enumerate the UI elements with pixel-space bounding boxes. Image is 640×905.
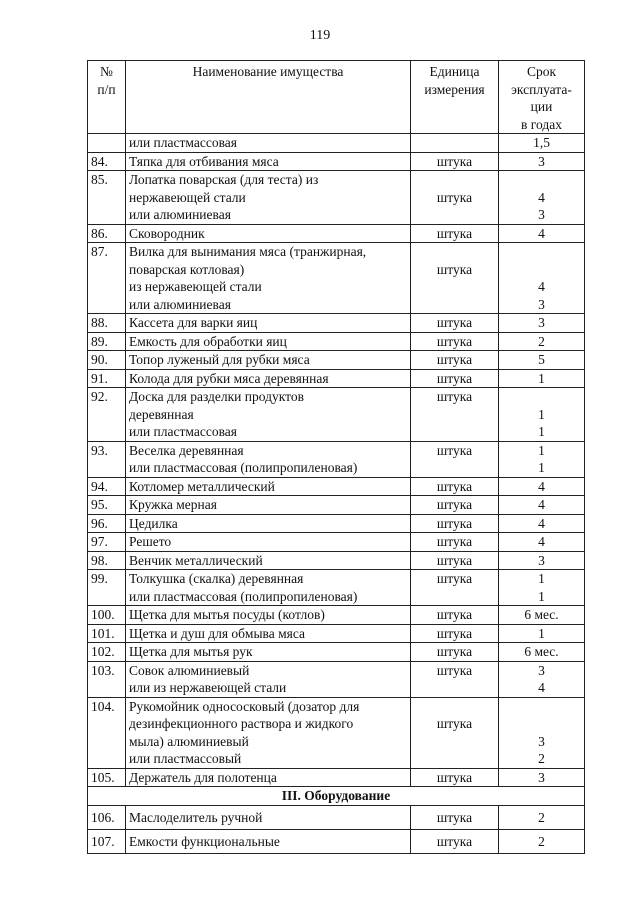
header-num-line: № [100, 64, 113, 79]
unit-cell [411, 661, 499, 697]
unit: штука [436, 389, 473, 404]
table-row [88, 768, 585, 787]
table-row [88, 388, 585, 442]
term: 4 [538, 680, 545, 695]
unit: штука [436, 352, 473, 367]
unit [414, 243, 495, 261]
unit [414, 588, 495, 606]
item-name: Толкушка (скалка) деревянная [129, 571, 304, 586]
term: 1 [538, 370, 545, 386]
page-number: 119 [309, 28, 331, 43]
unit: штука [436, 315, 473, 330]
table-row [88, 351, 585, 370]
term-cell [499, 441, 585, 477]
item-name: или пластмассовая [129, 424, 237, 439]
row-number: 88. [88, 314, 126, 333]
row-number: 104. [88, 697, 126, 768]
term: 4 [538, 279, 545, 294]
table-row [88, 243, 585, 314]
item-name: нержавеющей стали [129, 189, 246, 205]
unit [414, 733, 495, 751]
name-cell [126, 152, 411, 171]
name-cell [126, 314, 411, 333]
unit-cell [411, 388, 499, 442]
term: 3 [538, 733, 545, 749]
unit [414, 278, 495, 296]
item-name: или из нержавеющей стали [129, 680, 287, 695]
unit: штука [436, 333, 473, 349]
unit [414, 406, 495, 424]
unit [414, 206, 495, 224]
name-cell [126, 643, 411, 662]
name-cell [126, 171, 411, 225]
unit: штука [436, 625, 473, 641]
term-cell [499, 243, 585, 314]
header-term-line: ции [530, 99, 553, 114]
term: 4 [538, 515, 545, 531]
unit [414, 134, 495, 152]
item-name: Щетка и душ для обмыва мяса [129, 625, 305, 641]
table-header-row [88, 61, 585, 134]
unit-cell [411, 152, 499, 171]
term: 1 [538, 571, 545, 586]
item-name: Рукомойник однососковый (дозатор для [129, 698, 360, 714]
unit: штука [436, 571, 473, 586]
unit: штука [436, 370, 473, 386]
term: 2 [538, 833, 545, 849]
item-name: Щетка для мытья посуды (котлов) [129, 607, 325, 622]
row-number: 102. [88, 643, 126, 662]
term-cell [499, 643, 585, 662]
name-cell [126, 477, 411, 496]
item-name: Кружка мерная [129, 497, 217, 512]
table-row [88, 624, 585, 643]
table-row [88, 514, 585, 533]
unit-cell [411, 805, 499, 829]
name-cell [126, 332, 411, 351]
row-number: 95. [88, 496, 126, 515]
header-num-line: п/п [97, 81, 116, 97]
item-name: Совок алюминиевый [129, 662, 250, 678]
item-name: Доска для разделки продуктов [129, 389, 304, 404]
item-name: Котломер металлический [129, 478, 275, 494]
unit [414, 171, 495, 189]
unit: штука [436, 534, 473, 549]
row-number: 94. [88, 477, 126, 496]
term: 3 [538, 662, 545, 678]
name-cell [126, 805, 411, 829]
item-name: Решето [129, 534, 172, 549]
item-name: Венчик металлический [129, 552, 263, 568]
item-name: или пластмассовый [129, 751, 242, 766]
table-row [88, 314, 585, 333]
row-number: 101. [88, 624, 126, 643]
unit-cell [411, 171, 499, 225]
row-number: 105. [88, 768, 126, 787]
name-cell [126, 243, 411, 314]
term-cell [499, 514, 585, 533]
row-number: 100. [88, 606, 126, 625]
unit-cell [411, 351, 499, 370]
term-cell [499, 314, 585, 333]
row-number: 93. [88, 441, 126, 477]
table-row [88, 134, 585, 153]
term-cell [499, 606, 585, 625]
term: 1 [538, 406, 545, 422]
item-name: Лопатка поварская (для теста) из [129, 172, 319, 187]
term-cell [499, 551, 585, 570]
term: 6 мес. [524, 644, 559, 659]
row-number: 96. [88, 514, 126, 533]
header-term [499, 61, 585, 134]
row-number: 107. [88, 829, 126, 853]
term-cell [499, 388, 585, 442]
table-row [88, 224, 585, 243]
unit: штука [436, 644, 473, 659]
name-cell [126, 224, 411, 243]
term-cell [499, 171, 585, 225]
table-row [88, 697, 585, 768]
term: 3 [538, 552, 545, 568]
term: 2 [538, 751, 545, 766]
row-number: 89. [88, 332, 126, 351]
header-term-line: Срок [526, 64, 557, 79]
table-row [88, 369, 585, 388]
name-cell [126, 496, 411, 515]
unit [414, 423, 495, 441]
name-cell [126, 661, 411, 697]
item-name: или пластмассовая [129, 135, 237, 150]
term: 4 [538, 225, 545, 241]
table-row [88, 570, 585, 606]
header-term-line: эксплуата- [511, 81, 572, 97]
row-number: 86. [88, 224, 126, 243]
item-name: Сковородник [129, 225, 205, 241]
item-name: Цедилка [129, 515, 178, 531]
row-number: 99. [88, 570, 126, 606]
item-name: Тяпка для отбивания мяса [129, 153, 279, 169]
unit: штука [436, 225, 473, 241]
unit-cell [411, 332, 499, 351]
term-cell [499, 351, 585, 370]
item-name: поварская котловая) [129, 261, 245, 277]
term: 1,5 [533, 135, 550, 150]
unit-cell [411, 533, 499, 552]
term-cell [499, 477, 585, 496]
term-cell [499, 697, 585, 768]
term: 1 [538, 424, 545, 439]
name-cell [126, 533, 411, 552]
item-name: Щетка для мытья рук [129, 644, 253, 659]
term: 3 [538, 315, 545, 330]
table-row [88, 661, 585, 697]
unit: штука [436, 809, 473, 825]
unit: штука [436, 442, 473, 458]
term: 1 [538, 442, 545, 458]
table-row [88, 805, 585, 829]
term-cell [499, 533, 585, 552]
header-unit-line: Единица [429, 64, 480, 79]
row-number: 90. [88, 351, 126, 370]
term: 1 [538, 460, 545, 475]
name-cell [126, 697, 411, 768]
item-name: Веселка деревянная [129, 442, 244, 458]
term-cell [499, 768, 585, 787]
table-row [88, 332, 585, 351]
table-row [88, 533, 585, 552]
term-cell [499, 624, 585, 643]
unit [414, 750, 495, 768]
unit-cell [411, 441, 499, 477]
unit [414, 679, 495, 697]
term [502, 261, 581, 279]
row-number: 97. [88, 533, 126, 552]
term: 2 [538, 809, 545, 825]
item-name: Вилка для вынимания мяса (транжирная, [129, 244, 367, 259]
header-term-line: в годах [521, 116, 562, 132]
term: 2 [538, 333, 545, 349]
name-cell [126, 551, 411, 570]
term: 5 [538, 352, 545, 367]
term-cell [499, 805, 585, 829]
unit [414, 459, 495, 477]
item-name: Колода для рубки мяса деревянная [129, 370, 329, 386]
table-body [88, 134, 585, 854]
name-cell [126, 768, 411, 787]
name-cell [126, 624, 411, 643]
header-name-line: Наименование имущества [192, 64, 344, 79]
name-cell [126, 606, 411, 625]
table-row [88, 606, 585, 625]
unit-cell [411, 224, 499, 243]
item-name: или алюминиевая [129, 207, 231, 222]
term: 3 [538, 769, 545, 785]
item-name: Топор луженый для рубки мяса [129, 352, 310, 367]
item-name: Емкость для обработки яиц [129, 333, 287, 349]
term [502, 715, 581, 733]
unit: штука [436, 515, 473, 531]
unit: штука [436, 153, 473, 169]
row-number: 87. [88, 243, 126, 314]
item-name: Кассета для варки яиц [129, 315, 258, 330]
unit-cell [411, 134, 499, 153]
unit-cell [411, 570, 499, 606]
unit: штука [436, 478, 473, 494]
item-name: или алюминиевая [129, 296, 231, 312]
term: 4 [538, 478, 545, 494]
name-cell [126, 514, 411, 533]
name-cell [126, 388, 411, 442]
term [502, 243, 581, 261]
item-name: или пластмассовая (полипропиленовая) [129, 460, 358, 475]
item-name: Держатель для полотенца [129, 769, 277, 785]
header-unit [411, 61, 499, 134]
term-cell [499, 496, 585, 515]
table-row [88, 643, 585, 662]
header-name [126, 61, 411, 134]
unit: штука [436, 189, 473, 205]
unit [414, 296, 495, 314]
section-title: III. Оборудование [88, 787, 585, 806]
unit-cell [411, 697, 499, 768]
table-row [88, 441, 585, 477]
row-number: 106. [88, 805, 126, 829]
term-cell [499, 152, 585, 171]
table-row [88, 477, 585, 496]
unit-cell [411, 551, 499, 570]
term: 3 [538, 153, 545, 169]
item-name: мыла) алюминиевый [129, 733, 249, 749]
term: 3 [538, 296, 545, 312]
row-number: 85. [88, 171, 126, 225]
item-name: Маслоделитель ручной [129, 809, 263, 825]
unit-cell [411, 496, 499, 515]
unit-cell [411, 829, 499, 853]
unit-cell [411, 643, 499, 662]
unit-cell [411, 514, 499, 533]
table-row [88, 551, 585, 570]
item-name: деревянная [129, 406, 194, 422]
header-unit-line: измерения [424, 81, 485, 97]
table-row [88, 152, 585, 171]
term [502, 171, 581, 189]
term: 3 [538, 207, 545, 222]
name-cell [126, 134, 411, 153]
term-cell [499, 332, 585, 351]
term: 6 мес. [524, 607, 559, 622]
name-cell [126, 369, 411, 388]
unit-cell [411, 477, 499, 496]
unit [414, 698, 495, 716]
unit-cell [411, 314, 499, 333]
table-row [88, 496, 585, 515]
term-cell [499, 829, 585, 853]
item-name: из нержавеющей стали [129, 279, 262, 294]
unit-cell [411, 624, 499, 643]
section-row [88, 787, 585, 806]
row-number: 92. [88, 388, 126, 442]
term: 4 [538, 497, 545, 512]
unit: штука [436, 662, 473, 678]
name-cell [126, 441, 411, 477]
item-name: или пластмассовая (полипропиленовая) [129, 588, 358, 604]
row-number: 91. [88, 369, 126, 388]
unit: штука [436, 552, 473, 568]
property-table [87, 60, 585, 854]
name-cell [126, 570, 411, 606]
item-name: дезинфекционного раствора и жидкого [129, 716, 354, 731]
term: 4 [538, 189, 545, 205]
unit: штука [436, 716, 473, 731]
name-cell [126, 829, 411, 853]
unit: штука [436, 607, 473, 622]
term-cell [499, 224, 585, 243]
item-name: Емкости функциональные [129, 833, 280, 849]
name-cell [126, 351, 411, 370]
header-num [88, 61, 126, 134]
unit-cell [411, 768, 499, 787]
term: 1 [538, 588, 545, 604]
term: 4 [538, 534, 545, 549]
row-number: 103. [88, 661, 126, 697]
row-number [88, 134, 126, 153]
unit: штука [436, 497, 473, 512]
term-cell [499, 369, 585, 388]
term: 1 [538, 625, 545, 641]
table-row [88, 171, 585, 225]
term-cell [499, 661, 585, 697]
unit: штука [436, 833, 473, 849]
term [502, 388, 581, 406]
term [502, 698, 581, 716]
unit-cell [411, 606, 499, 625]
row-number: 84. [88, 152, 126, 171]
table-row [88, 829, 585, 853]
unit: штука [436, 769, 473, 785]
term-cell [499, 134, 585, 153]
term-cell [499, 570, 585, 606]
unit-cell [411, 369, 499, 388]
unit-cell [411, 243, 499, 314]
unit: штука [436, 261, 473, 277]
row-number: 98. [88, 551, 126, 570]
